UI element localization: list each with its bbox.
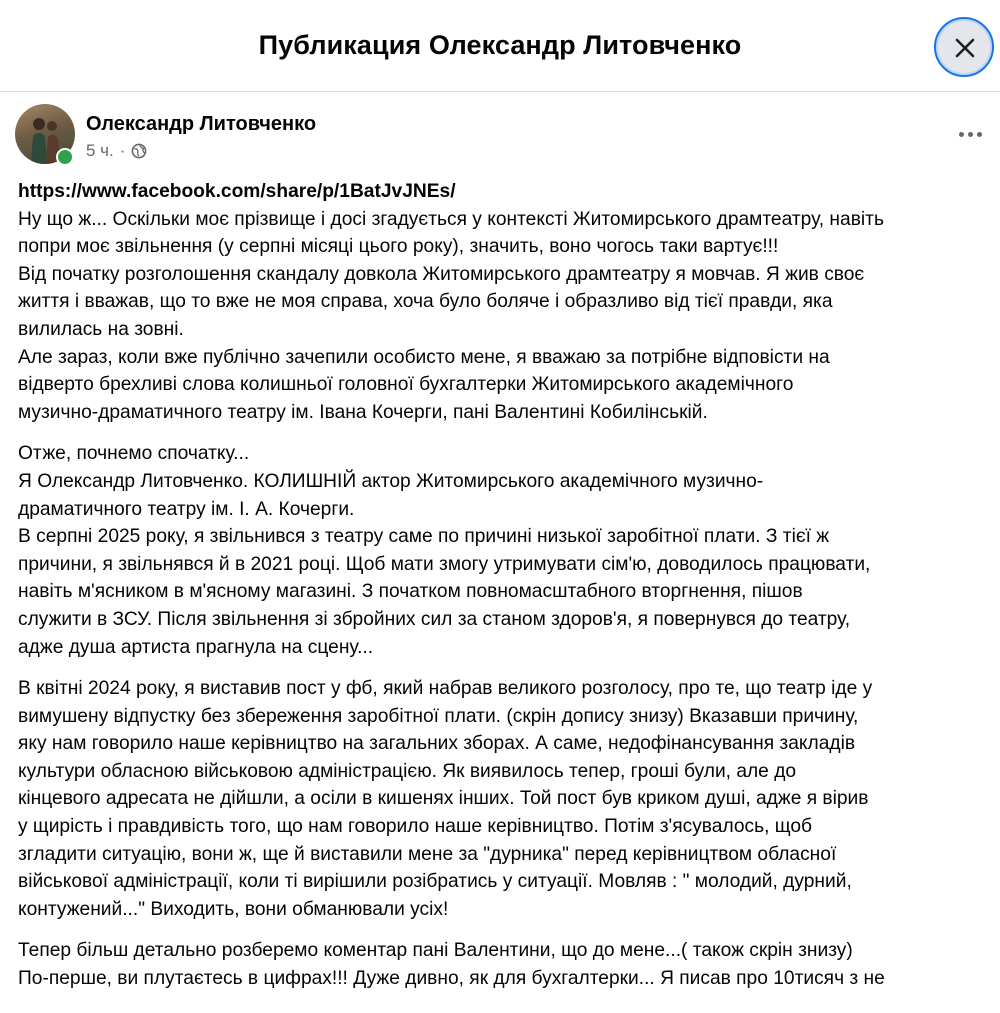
close-icon [954,37,976,59]
post-text-line: кінцевого адресата не дійшли, а осіли в кишенях інших. Той пост був криком душі, адже я вірив [18,788,869,810]
more-options-button[interactable] [952,122,988,146]
post-text-line: драматичного театру ім. І. А. Кочерги. [18,498,355,520]
paragraph-gap [18,426,993,440]
post-text-line: В серпні 2025 року, я звільнився з театру саме по причині низької заробітної плати. З тієї ж [18,526,830,548]
post-text-line: Я Олександр Литовченко. КОЛИШНІЙ актор Житомирського академічного музично- [18,470,764,492]
post-text-line: музично-драматичного театру ім. Івана Кочерги, пані Валентині Кобилінській. [18,401,708,423]
dot-icon [959,132,964,137]
online-status-badge [56,148,74,166]
post-text-line: Отже, почнемо спочатку... [18,443,250,465]
dialog-header [0,0,1000,92]
post-text-line: вимушену відпустку без збереження заробітної плати. (скрін допису знизу) Вказавши причину, [18,705,859,727]
globe-icon[interactable] [131,143,147,159]
post-link[interactable]: https://www.facebook.com/share/p/1BatJvJNEs/ [18,181,456,202]
post-text-line: В квітні 2024 року, я виставив пост у фб, який набрав великого розголосу, про те, що театр іде у [18,678,873,700]
post-text-line: згладити ситуацію, вони ж, ще й виставили мене за "дурника" перед керівництвом обласної [18,843,837,865]
close-button[interactable] [934,17,994,77]
post-meta [86,141,147,161]
post-text-line: життя і вважав, що то вже не моя справа, хоча було боляче і образливо від тієї правди, яка [18,291,833,313]
post-paragraph [18,675,993,923]
post-text-line: культури обласною військовою адміністрацією. Як виявилось тепер, гроші були, але до [18,760,797,782]
dot-icon [977,132,982,137]
post-paragraph [18,440,993,661]
paragraph-gap [18,661,993,675]
post-text-line: служити в ЗСУ. Після звільнення зі збройних сил за станом здоров'я, я повернувся до театру, [18,608,851,630]
post-text-line: навіть м'ясником в м'ясному магазині. З початком повномасштабного вторгнення, пішов [18,581,803,603]
meta-separator: · [119,141,126,160]
post-paragraph [18,206,993,427]
post-paragraph [18,937,993,992]
dot-icon [968,132,973,137]
post-text-line: Але зараз, коли вже публічно зачепили особисто мене, я вважаю за потрібне відповісти на [18,346,830,368]
post-text-line: контужений..." Виходить, вони обманювали усіх! [18,898,449,920]
dialog-title: Публикация Олександр Литовченко [258,30,742,60]
post-text-line: відверто брехливі слова колишньої головної бухгалтерки Житомирського академічного [18,374,794,396]
post-text [18,178,993,993]
post-text-line: По-перше, ви плутаєтесь в цифрах!!! Дуже дивно, як для бухгалтерки... Я писав про 10тисяч з не [18,968,885,990]
paragraph-gap [18,923,993,937]
author-name[interactable]: Олександр Литовченко [86,113,317,135]
post-text-line: причини, я звільнявся й в 2021 році. Щоб мати змогу утримувати сім'ю, доводилось працювати, [18,553,871,575]
post-text-line: яку нам говорило наше керівництво на загальних зборах. А саме, недофінансування закладів [18,733,856,755]
post-text-line: Ну що ж... Оскільки моє прізвище і досі згадується у контексті Житомирського драмтеатру, навіть [18,208,884,230]
post-text-line: Від початку розголошення скандалу довкола Житомирського драмтеатру я мовчав. Я жив своє [18,263,865,285]
post-text-line: попри моє звільнення (у серпні місяці цього року), значить, воно чогось таки вартує!!! [18,236,779,258]
post-text-line: Тепер більш детально розберемо коментар пані Валентини, що до мене...( також скрін знизу) [18,940,853,962]
post-text-line: військової адміністрації, коли ті вирішили розібратись у ситуації. Мовляв : " молодий, дурний, [18,871,852,893]
post-text-line: вилилась на зовні. [18,318,184,340]
post-paragraphs [18,206,993,993]
post-text-line: адже душа артиста прагнула на сцену... [18,636,374,658]
post-time[interactable]: 5 ч. [86,141,114,160]
post-text-line: у щирість і правдивість того, що нам говорило наше керівництво. Потім з'ясувалось, щоб [18,816,813,838]
